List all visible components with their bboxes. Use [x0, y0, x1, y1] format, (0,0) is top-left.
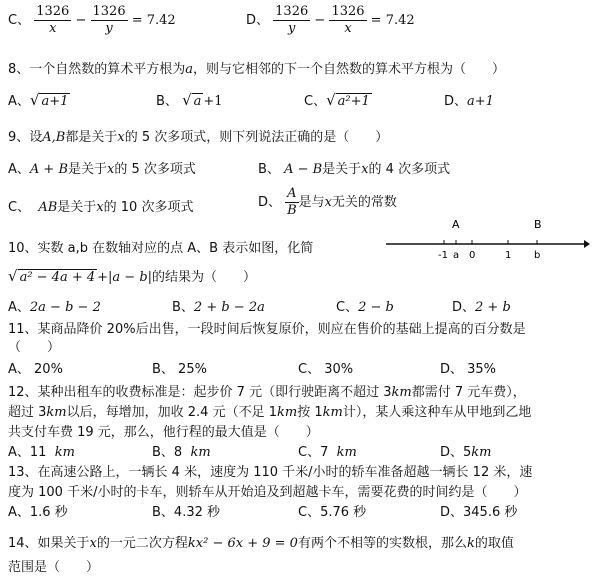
q7-option-d: [246, 4, 415, 37]
point-A-label: A: [452, 218, 460, 231]
option-text: 是关于: [68, 162, 108, 177]
tick-label-neg1: -1: [438, 250, 448, 261]
minus: −: [75, 13, 87, 28]
unit: km: [46, 405, 67, 420]
option-text: 的 4 次多项式: [368, 162, 451, 177]
point-B-label: B: [534, 218, 542, 231]
stem-text: 都是关于: [65, 130, 118, 145]
fraction: [91, 4, 128, 37]
stem-text: 的取值: [474, 536, 514, 551]
q10-expression: [8, 266, 256, 285]
stem-text: 14、如果关于: [8, 536, 90, 551]
option-label: B、: [172, 300, 194, 315]
option-text: 是关于: [57, 200, 97, 215]
numerator: 1326: [92, 4, 126, 19]
option-label: B、: [156, 94, 178, 109]
option-text: 无关的常数: [331, 195, 397, 210]
option-label: B、8: [152, 445, 183, 460]
stem-text: 有两个不相等的实数根，那么: [297, 536, 467, 551]
math-expr: 2 − b: [358, 300, 394, 315]
math-expr: 2 + b − 2a: [193, 300, 265, 315]
option-label: A、11: [8, 445, 47, 460]
q8-option-a: [8, 90, 70, 109]
unit: km: [276, 405, 298, 420]
q8-stem: [8, 58, 505, 77]
q11-option-d: D、 35%: [440, 362, 497, 377]
q9-option-c: [8, 196, 193, 215]
equation: kx² − 6x + 9 = 0: [187, 536, 298, 551]
radicand: a² − 4a + 4: [19, 270, 96, 285]
unit: km: [54, 445, 75, 460]
q11-paren: [8, 336, 60, 355]
q9-options-ab: [8, 158, 588, 178]
q11-option-b: B、 25%: [152, 362, 207, 377]
stem-text: 共支付车费 19 元，那么，他行程的最大值是（ ）: [8, 425, 319, 440]
option-text: 的 10 次多项式: [103, 200, 194, 215]
fraction: [329, 4, 366, 37]
radicand: a+1: [41, 94, 69, 109]
stem-text: 13、在高速公路上，一辆长 4 米，速度为 110 千米/小时的轿车准备超越一辆长 12 米，速: [8, 465, 533, 480]
math-var: x: [96, 200, 104, 215]
fraction: [34, 4, 71, 37]
equation-rhs: = 7.42: [370, 13, 415, 28]
q13-line1: [8, 461, 532, 480]
option-text: 是与: [298, 195, 325, 210]
sqrt: √ a+1: [29, 91, 69, 109]
q12-options: [8, 441, 588, 461]
tick-label-b: b: [534, 250, 541, 261]
math-var: x: [117, 130, 125, 145]
q14-line1: [8, 532, 514, 551]
sqrt: √ a²+1: [326, 91, 370, 109]
option-label: C、7: [298, 445, 329, 460]
q12-line3: [8, 421, 319, 440]
q11-option-a: A、 20%: [8, 362, 63, 377]
denominator: x: [49, 21, 57, 36]
math-expr: 2 + b: [475, 300, 511, 315]
denominator: y: [105, 21, 113, 36]
unit: km: [190, 445, 211, 460]
equation-rhs: = 7.42: [131, 13, 176, 28]
minus: −: [314, 13, 326, 28]
unit: km: [471, 445, 492, 460]
math-expr: +1: [203, 94, 223, 109]
q12-option-c: [298, 441, 357, 460]
math-expr: AB: [38, 200, 58, 215]
q11-stem: [8, 318, 526, 337]
math-expr: a+1: [467, 94, 494, 109]
tick-label-a: a: [453, 250, 460, 261]
numerator: 1326: [36, 4, 70, 19]
tick-label-1: 1: [505, 250, 512, 261]
sqrt: √ a² − 4a + 4: [8, 267, 96, 285]
option-label: D、: [246, 13, 270, 28]
q8-option-c: [304, 90, 372, 109]
q13-options: [8, 501, 588, 521]
unit: km: [336, 445, 357, 460]
q9-option-d: [258, 186, 397, 219]
q13-option-a: A、1.6 秒: [8, 505, 68, 520]
math-var: a: [185, 62, 194, 77]
denominator: x: [344, 21, 352, 36]
option-label: C、: [304, 94, 327, 109]
stem-text: 8、一个自然数的算术平方根为: [8, 62, 186, 77]
q13-option-b: B、4.32 秒: [152, 505, 220, 520]
denominator: y: [288, 21, 296, 36]
option-label: A、: [8, 162, 30, 177]
stem-text: 12、某种出租车的收费标准是：起步价 7 元（即行驶距离不超过 3: [8, 385, 392, 400]
option-label: D、: [258, 195, 282, 210]
option-label: A、: [8, 300, 30, 315]
q10-option-d: [452, 296, 511, 315]
q13-line2: [8, 481, 526, 500]
stem-text: 的一元二次方程: [96, 536, 188, 551]
stem-text: 范围是（ ）: [8, 560, 100, 575]
numerator: A: [287, 186, 297, 201]
option-text: 是关于: [322, 162, 362, 177]
stem-text: 的结果为（ ）: [152, 270, 257, 285]
stem-text: ，则与它相邻的下一个自然数的算术平方根为（ ）: [193, 62, 506, 77]
math-var: x: [361, 162, 369, 177]
stem-text: 超过 3: [8, 405, 47, 420]
q8-options: [8, 90, 588, 112]
math-var: x: [89, 536, 97, 551]
tick-label-0: 0: [469, 250, 476, 261]
q12-line1: [8, 381, 526, 400]
fraction: [285, 186, 298, 219]
q12-line2: [8, 401, 531, 420]
stem-text: 都需付 7 元车费），: [411, 385, 526, 400]
q10-stem: [8, 237, 313, 256]
q13-option-c: C、5.76 秒: [298, 505, 367, 520]
q13-option-d: D、345.6 秒: [440, 505, 518, 520]
option-label: C、: [8, 13, 31, 28]
option-label: D、: [444, 94, 468, 109]
q11-option-c: C、 30%: [298, 362, 354, 377]
option-label: D、5: [440, 445, 472, 460]
math-var: A,B: [42, 130, 66, 145]
math-expr: 2a − b − 2: [29, 300, 101, 315]
q8-option-d: [444, 90, 494, 109]
q12-option-d: [440, 441, 492, 460]
answer-paren: （ ）: [8, 340, 61, 355]
numerator: 1326: [275, 4, 309, 19]
option-label: D、: [452, 300, 476, 315]
math-expr: +|a − b|: [97, 270, 153, 285]
unit: km: [322, 405, 343, 420]
math-expr: A + B: [29, 162, 69, 177]
q9-option-a: [8, 158, 196, 177]
unit: km: [391, 385, 412, 400]
option-label: C、: [8, 200, 31, 215]
number-line: [384, 216, 590, 264]
radicand: a²+1: [337, 94, 370, 109]
option-text: 的 5 次多项式: [114, 162, 196, 177]
q12-option-b: [152, 441, 211, 460]
stem-text: 11、某商品降价 20%后出售，一段时间后恢复原价，则应在售价的基础上提高的百分数是: [8, 322, 526, 337]
radicand: a: [193, 94, 202, 109]
stem-text: 计），某人乘这种车从甲地到乙地: [342, 405, 532, 420]
q7-option-c: [8, 4, 176, 37]
stem-text: 10、实数 a,b 在数轴对应的点 A、B 表示如图，化简: [8, 241, 314, 256]
stem-text: 按 1: [297, 405, 323, 420]
numerator: 1326: [331, 4, 365, 19]
q8-option-b: [156, 90, 223, 109]
option-label: B、: [258, 162, 280, 177]
sqrt: √ a: [182, 91, 202, 109]
stem-text: 度为 100 千米/小时的卡车，则轿车从开始追及到超越卡车，需要花费的时间约是（ ）: [8, 485, 527, 500]
q10-option-a: [8, 296, 101, 315]
math-expr: A − B: [284, 162, 323, 177]
q9-option-b: [258, 158, 450, 177]
stem-text: 的 5 次多项式，则下列说法正确的是（ ）: [124, 130, 389, 145]
math-var: x: [107, 162, 115, 177]
stem-text: 以后，每增加，加收 2.4 元（不足 1: [66, 405, 277, 420]
arrow-head-icon: [584, 240, 590, 248]
q10-option-c: [336, 296, 394, 315]
stem-text: 9、设: [8, 130, 43, 145]
q12-option-a: [8, 441, 75, 460]
q11-options: [8, 358, 588, 378]
option-label: C、: [336, 300, 359, 315]
q14-line2: [8, 556, 99, 575]
q10-option-b: [172, 296, 265, 315]
denominator: B: [287, 203, 297, 218]
math-var: x: [324, 195, 332, 210]
math-var: k: [466, 536, 475, 551]
fraction: [273, 4, 310, 37]
q9-stem: [8, 126, 388, 145]
option-label: A、: [8, 94, 30, 109]
q10-options: [8, 296, 588, 316]
